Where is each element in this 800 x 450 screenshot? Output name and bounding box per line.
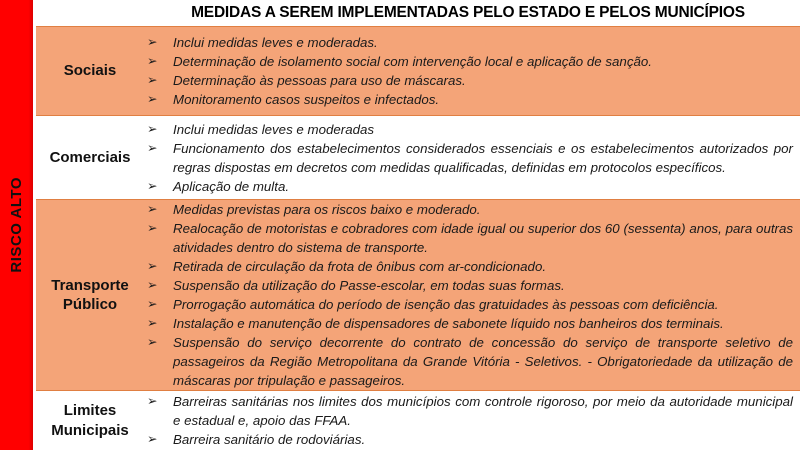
arrow-bullet-icon: ➢ bbox=[147, 432, 158, 446]
measure-item bbox=[144, 200, 793, 219]
arrow-bullet-icon: ➢ bbox=[147, 202, 158, 216]
header bbox=[36, 0, 800, 26]
arrow-bullet-icon: ➢ bbox=[147, 140, 158, 155]
arrow-bullet-icon: ➢ bbox=[147, 121, 158, 136]
measure-item bbox=[144, 139, 793, 177]
measure-item bbox=[144, 33, 793, 52]
measure-item bbox=[144, 90, 793, 109]
measure-text: Prorrogação automática do período de isenção das gratuidades às pessoas com deficiência. bbox=[173, 297, 719, 312]
measure-text: Suspensão do serviço decorrente do contrato de concessão do serviço de transporte seletivo de passageiros da Região Metropolitana da Grande Vitória - Seletivos. - Obrigatoriedade da utilização de máscaras por tripulação e passageiros. bbox=[173, 335, 793, 388]
measure-text: Inclui medidas leves e moderadas bbox=[173, 121, 375, 137]
table-row bbox=[36, 26, 800, 116]
measure-text: Instalação e manutenção de dispensadores de sabonete líquido nos banheiros dos terminais. bbox=[173, 316, 724, 331]
arrow-bullet-icon: ➢ bbox=[147, 297, 158, 311]
measure-list bbox=[144, 198, 800, 392]
measure-list bbox=[144, 390, 800, 450]
measure-text: Monitoramento casos suspeitos e infectados. bbox=[173, 92, 440, 107]
row-category-label: Transporte Público bbox=[51, 276, 129, 313]
row-category-label: Sociais bbox=[63, 62, 117, 80]
measure-text: Barreira sanitário de rodoviárias. bbox=[173, 432, 366, 447]
row-category-label: Limites Municipais bbox=[51, 402, 129, 439]
risk-level-label: RISCO ALTO bbox=[8, 177, 25, 273]
measure-text: Determinação de isolamento social com intervenção local e aplicação de sanção. bbox=[173, 54, 652, 69]
measure-text: Realocação de motoristas e cobradores com idade igual ou superior dos 60 (sessenta) anos, para outras atividades dentro do sistema de transporte. bbox=[173, 221, 793, 255]
measure-text: Medidas previstas para os riscos baixo e moderado. bbox=[173, 202, 481, 217]
measures-content bbox=[36, 0, 800, 450]
measures-table bbox=[36, 26, 800, 450]
measure-item bbox=[144, 430, 793, 449]
arrow-bullet-icon: ➢ bbox=[147, 335, 158, 349]
arrow-bullet-icon: ➢ bbox=[147, 394, 158, 408]
measure-item bbox=[144, 120, 793, 139]
arrow-bullet-icon: ➢ bbox=[147, 316, 158, 330]
arrow-bullet-icon: ➢ bbox=[147, 35, 158, 49]
measure-item bbox=[144, 52, 793, 71]
arrow-bullet-icon: ➢ bbox=[147, 278, 158, 292]
measure-list bbox=[144, 31, 800, 111]
row-category-label: Comerciais bbox=[49, 148, 131, 166]
measure-text: Funcionamento dos estabelecimentos considerados essenciais e os estabelecimentos autorizados por regras dispostas em decretos com medidas qualificadas, definidas em protocolos específicos. bbox=[173, 140, 793, 175]
measure-item bbox=[144, 219, 793, 257]
arrow-bullet-icon: ➢ bbox=[147, 178, 158, 193]
arrow-bullet-icon: ➢ bbox=[147, 54, 158, 68]
arrow-bullet-icon: ➢ bbox=[147, 92, 158, 106]
measure-item bbox=[144, 333, 793, 390]
measure-text: Suspensão da utilização do Passe-escolar, em todas suas formas. bbox=[173, 278, 565, 293]
table-row bbox=[36, 391, 800, 450]
table-row bbox=[36, 116, 800, 199]
measure-text: Determinação às pessoas para uso de máscaras. bbox=[173, 73, 466, 88]
risk-level-bar bbox=[0, 0, 33, 450]
measure-item bbox=[144, 392, 793, 430]
measure-text: Aplicação de multa. bbox=[173, 178, 290, 194]
measure-item bbox=[144, 276, 793, 295]
measure-item bbox=[144, 177, 793, 196]
measure-text: Barreiras sanitárias nos limites dos municípios com controle rigoroso, por meio da autoridade municipal e estadual e, apoio das FFAA. bbox=[173, 394, 793, 428]
arrow-bullet-icon: ➢ bbox=[147, 259, 158, 273]
measure-item bbox=[144, 257, 793, 276]
arrow-bullet-icon: ➢ bbox=[147, 221, 158, 235]
arrow-bullet-icon: ➢ bbox=[147, 73, 158, 87]
page-title: MEDIDAS A SEREM IMPLEMENTADAS PELO ESTADO E PELOS MUNICÍPIOS bbox=[191, 4, 745, 21]
measure-item bbox=[144, 295, 793, 314]
measure-item bbox=[144, 314, 793, 333]
measure-list bbox=[144, 118, 800, 198]
table-row bbox=[36, 199, 800, 391]
measure-text: Inclui medidas leves e moderadas. bbox=[173, 35, 378, 50]
measure-text: Retirada de circulação da frota de ônibus com ar-condicionado. bbox=[173, 259, 547, 274]
measure-item bbox=[144, 71, 793, 90]
